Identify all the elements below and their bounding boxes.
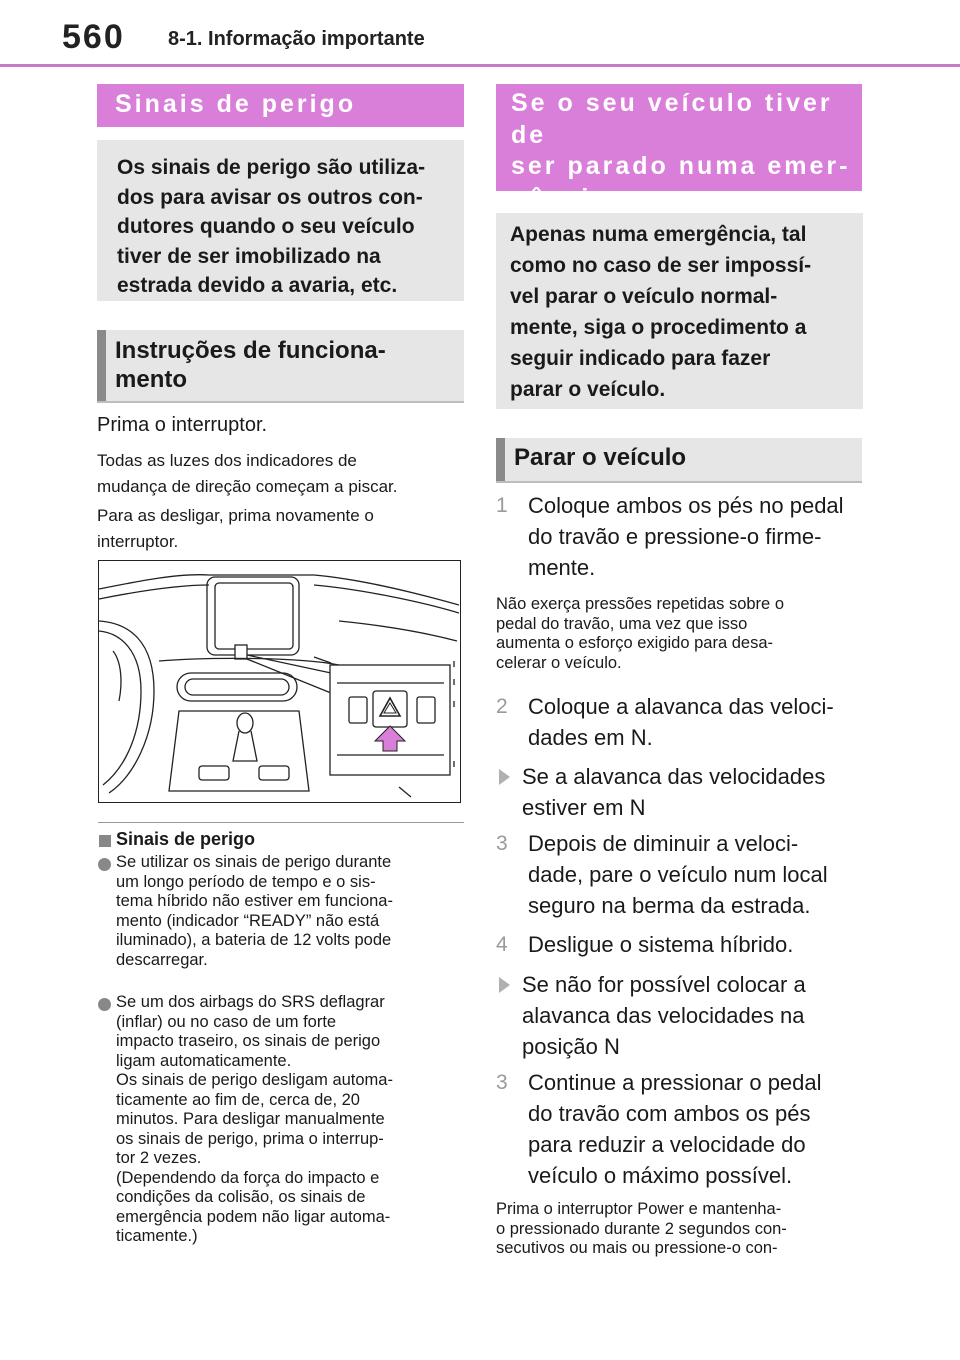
step-number: 2	[496, 695, 508, 718]
dot-bullet-icon	[98, 998, 111, 1011]
condition-line: posição N	[522, 1034, 620, 1059]
step-number: 1	[496, 494, 508, 517]
condition-line: estiver em N	[522, 795, 646, 820]
note-line: minutos. Para desligar manualmente	[116, 1110, 385, 1128]
step-number: 4	[496, 933, 508, 956]
condition-gear-in-n	[522, 761, 825, 823]
heading-line: Se o seu veículo tiver de	[511, 89, 833, 149]
sub-heading-text: Parar o veículo	[514, 444, 687, 471]
paragraph-line: Todas as luzes dos indicadores de	[97, 451, 357, 470]
hazard-intro-box	[97, 140, 464, 301]
sub-heading-text	[115, 336, 386, 394]
intro-line: Os sinais de perigo são utiliza-	[117, 156, 426, 179]
sub-heading-line: Instruções de funciona-	[115, 337, 386, 364]
note-line: (Dependendo da força do impacto e	[116, 1168, 380, 1187]
note-line: tema híbrido não estiver em funciona-	[116, 892, 393, 910]
note-line: descarregar.	[116, 950, 208, 969]
intro-line: Apenas numa emergência, tal	[510, 223, 807, 246]
note-line: tor 2 vezes.	[116, 1149, 202, 1167]
section-title: 8-1. Informação importante	[168, 28, 425, 50]
heading-hazard-text: Sinais de perigo	[115, 90, 357, 118]
note-line: secutivos ou mais ou pressione-o con-	[496, 1239, 778, 1257]
emergency-intro-box	[496, 213, 863, 409]
note-line: um longo período de tempo e o sis-	[116, 872, 376, 891]
paragraph-line: Para as desligar, prima novamente o	[97, 506, 374, 525]
square-bullet-icon	[99, 835, 111, 847]
header-rule	[0, 64, 960, 67]
note-line: ticamente ao fim de, cerca de, 20	[116, 1090, 360, 1109]
power-switch-note	[496, 1200, 787, 1259]
paragraph-line: mudança de direção começam a piscar.	[97, 477, 398, 496]
note-line: Se utilizar os sinais de perigo durante	[116, 853, 392, 871]
note-line: os sinais de perigo, prima o interrup-	[116, 1129, 384, 1148]
step-3-alt-text	[528, 1067, 822, 1191]
step-3-text	[528, 828, 828, 921]
note-line: mento (indicador “READY” não está	[116, 911, 380, 930]
step-1-text	[528, 490, 844, 583]
step-line: para reduzir a velocidade do	[528, 1132, 806, 1157]
notes-title: Sinais de perigo	[116, 829, 256, 849]
intro-line: dutores quando o seu veículo	[117, 215, 415, 238]
step-line: dades em N.	[528, 725, 653, 750]
step-line: mente.	[528, 555, 596, 580]
step-number: 3	[496, 832, 508, 855]
note-line: aumenta o esforço exigido para desa-	[496, 634, 774, 652]
press-switch-text: Prima o interruptor.	[97, 414, 268, 436]
note-line: Prima o interruptor Power e mantenha-	[496, 1200, 782, 1218]
heading-bar	[496, 438, 505, 481]
condition-line: alavanca das velocidades na	[522, 1003, 805, 1028]
note-line: pedal do travão, uma vez que isso	[496, 614, 748, 633]
note-line: Não exerça pressões repetidas sobre o	[496, 595, 784, 613]
step-line: Desligue o sistema híbrido.	[528, 932, 794, 957]
heading-hazard-lights	[97, 84, 464, 127]
step-number: 3	[496, 1071, 508, 1094]
step-line: do travão e pressione-o firme-	[528, 524, 822, 549]
intro-line: estrada devido a avaria, etc.	[117, 274, 398, 297]
step-2-text	[528, 691, 834, 753]
intro-line: mente, siga o procedimento a	[510, 316, 807, 339]
step-1-note	[496, 595, 784, 673]
step-line: seguro na berma da estrada.	[528, 893, 811, 918]
note-airbag	[116, 993, 393, 1247]
heading-bar	[97, 330, 106, 401]
note-line: celerar o veículo.	[496, 653, 622, 672]
triangle-arrow-icon	[499, 769, 510, 785]
sub-heading-stop-vehicle	[496, 438, 862, 483]
intro-line: tiver de ser imobilizado na	[117, 244, 381, 268]
paragraph-indicators	[97, 448, 398, 500]
sub-heading-line: mento	[115, 366, 187, 393]
triangle-arrow-icon	[499, 977, 510, 993]
heading-emergency-stop	[496, 84, 862, 212]
dashboard-illustration	[98, 560, 461, 803]
note-line: iluminado), a bateria de 12 volts pode	[116, 931, 392, 949]
step-line: veículo o máximo possível.	[528, 1163, 793, 1188]
note-line: Os sinais de perigo desligam automa-	[116, 1071, 393, 1089]
intro-line: vel parar o veículo normal-	[510, 285, 778, 308]
note-line: o pressionado durante 2 segundos con-	[496, 1219, 787, 1238]
paragraph-turn-off	[97, 503, 374, 555]
step-4-text	[528, 929, 793, 960]
intro-line: como no caso de ser impossí-	[510, 254, 812, 277]
heading-line: ser parado numa emer-	[511, 152, 851, 180]
step-line: do travão com ambos os pés	[528, 1101, 811, 1126]
step-line: dade, pare o veículo num local	[528, 862, 828, 887]
step-line: Depois de diminuir a veloci-	[528, 831, 799, 856]
note-line: ligam automaticamente.	[116, 1051, 292, 1070]
intro-line: seguir indicado para fazer	[510, 347, 771, 370]
note-line: condições da colisão, os sinais de	[116, 1188, 366, 1206]
paragraph-line: interruptor.	[97, 532, 179, 551]
figure-divider	[98, 822, 464, 823]
condition-line: Se a alavanca das velocidades	[522, 764, 826, 789]
condition-gear-not-n	[522, 969, 806, 1062]
note-line: ticamente.)	[116, 1227, 198, 1245]
dashboard-drawing	[99, 561, 459, 801]
step-line: Coloque a alavanca das veloci-	[528, 694, 834, 719]
note-line: impacto traseiro, os sinais de perigo	[116, 1032, 381, 1050]
note-battery	[116, 853, 393, 970]
note-line: Se um dos airbags do SRS deflagrar	[116, 993, 385, 1011]
intro-line: parar o veículo.	[510, 378, 666, 401]
step-line: Coloque ambos os pés no pedal	[528, 493, 844, 518]
note-line: (inflar) ou no caso de um forte	[116, 1012, 337, 1031]
condition-line: Se não for possível colocar a	[522, 972, 806, 997]
dot-bullet-icon	[98, 858, 111, 871]
page-number: 560	[62, 18, 125, 56]
sub-heading-operating-instructions	[97, 330, 464, 403]
step-line: Continue a pressionar o pedal	[528, 1070, 822, 1095]
note-line: emergência podem não ligar automa-	[116, 1207, 391, 1226]
heading-line: gência	[511, 183, 609, 212]
intro-line: dos para avisar os outros con-	[117, 185, 423, 209]
